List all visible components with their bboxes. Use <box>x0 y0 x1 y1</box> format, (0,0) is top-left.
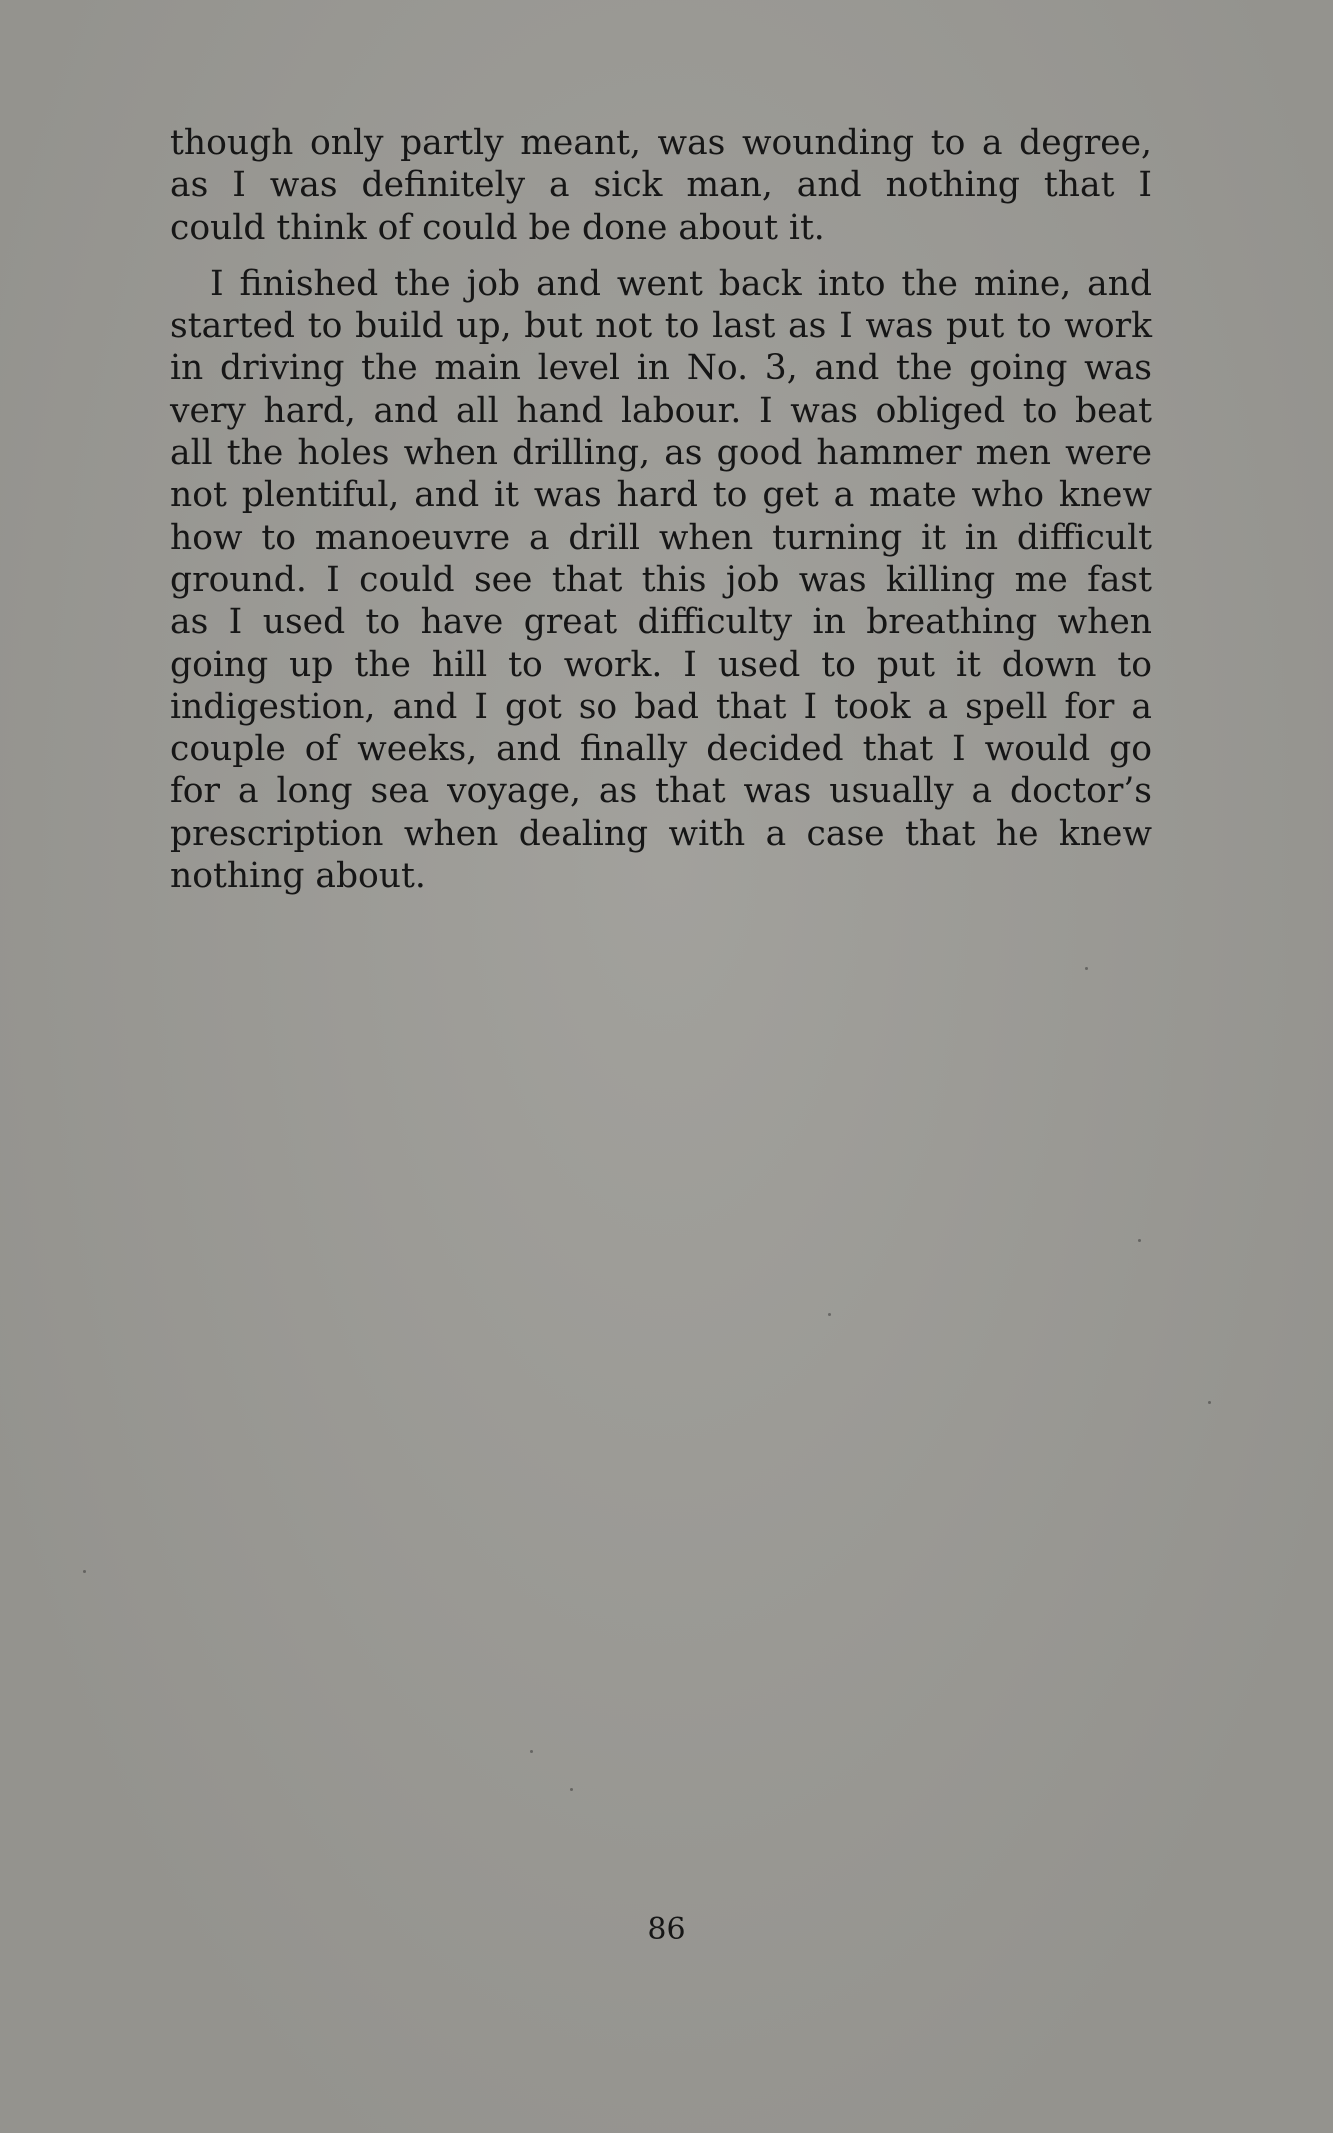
paragraph-1 <box>170 122 1152 249</box>
text-line: couple of weeks, and finally decided that I would go <box>170 729 1152 770</box>
text-line: prescription when dealing with a case that he knew <box>170 813 1152 854</box>
text-line: how to manoeuvre a drill when turning it in difficult <box>170 517 1152 558</box>
text-line: though only partly meant, was wounding to a degree, <box>170 123 1152 163</box>
paper-speck <box>570 1788 573 1791</box>
page-number: 86 <box>647 1912 686 1947</box>
text-line: started to build up, but not to last as I was put to work <box>170 306 1152 347</box>
body-text <box>170 122 1152 897</box>
text-line: indigestion, and I got so bad that I took a spell for a <box>170 686 1152 727</box>
text-line: for a long sea voyage, as that was usually a doctor’s <box>170 771 1152 812</box>
text-line: all the holes when drilling, as good hammer men were <box>170 433 1152 474</box>
text-line: very hard, and all hand labour. I was obliged to beat <box>170 390 1152 431</box>
paper-speck <box>1138 1239 1141 1242</box>
text-line: I finished the job and went back into the mine, and <box>210 263 1152 304</box>
text-line: in driving the main level in No. 3, and the going was <box>170 348 1152 389</box>
text-line: could think of could be done about it. <box>170 207 825 248</box>
text-line: ground. I could see that this job was killing me fast <box>170 559 1152 600</box>
text-line: nothing about. <box>170 856 426 897</box>
paper-speck <box>828 1313 831 1316</box>
text-line: not plentiful, and it was hard to get a mate who knew <box>170 475 1152 516</box>
paragraph-2 <box>170 263 1152 897</box>
text-line: as I was definitely a sick man, and nothing that I <box>170 165 1152 206</box>
text-line: as I used to have great difficulty in breathing when <box>170 602 1152 643</box>
text-line: going up the hill to work. I used to put it down to <box>170 644 1152 685</box>
paper-speck <box>83 1570 86 1573</box>
paper-speck <box>1085 967 1088 970</box>
paper-speck <box>1208 1401 1211 1404</box>
paper-speck <box>530 1750 533 1753</box>
